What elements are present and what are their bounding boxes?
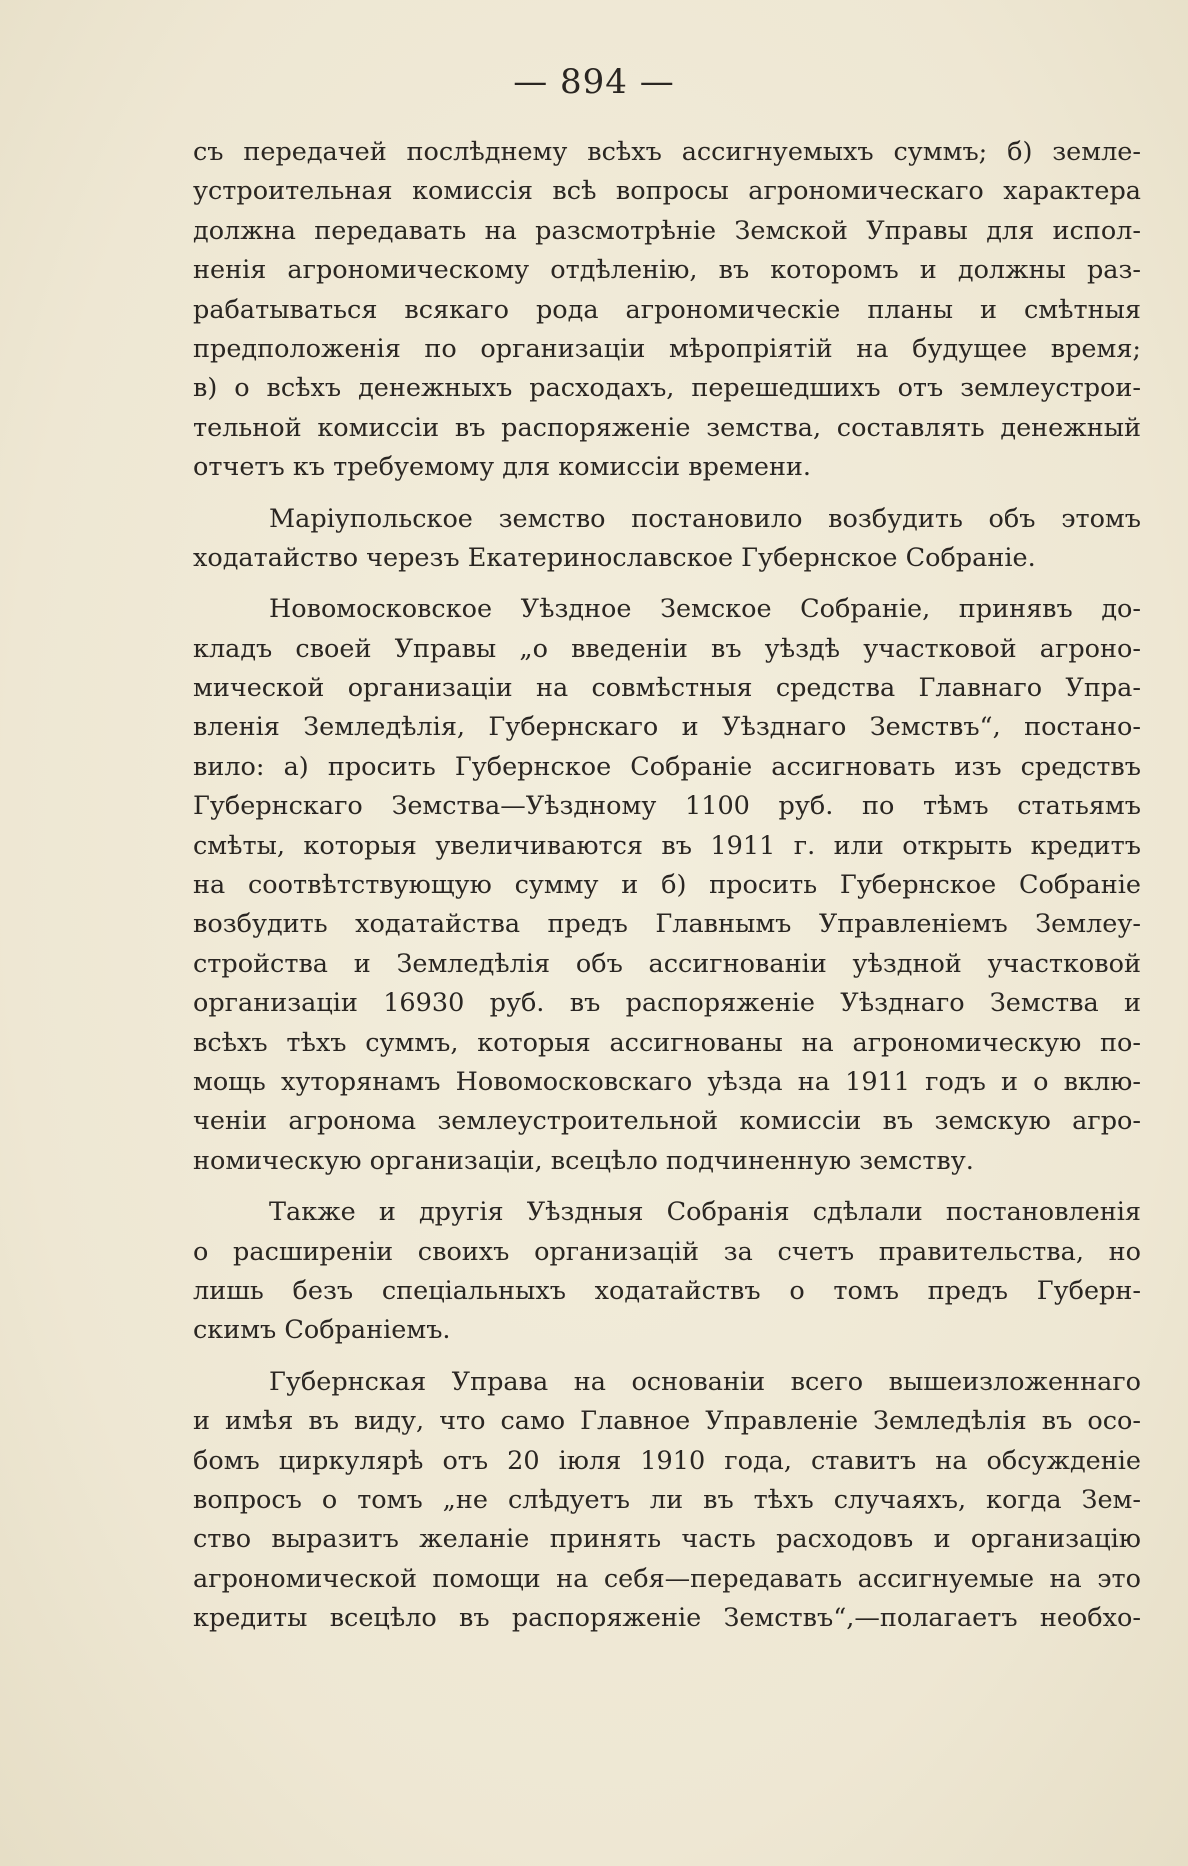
text-line: ченіи агронома землеустроительной комиссіи въ земскую агро- — [193, 1106, 1141, 1137]
text-line: устроительная комиссія всѣ вопросы агрономическаго характера — [193, 176, 1141, 207]
text-line: ненія агрономическому отдѣленію, въ которомъ и должны раз- — [193, 255, 1141, 286]
text-line: и имѣя въ виду, что само Главное Управленіе Земледѣлія въ осо- — [193, 1406, 1141, 1437]
text-line: должна передавать на разсмотрѣніе Земской Управы для испол- — [193, 215, 1141, 246]
text-line: в) о всѣхъ денежныхъ расходахъ, перешедшихъ отъ землеустрои- — [193, 373, 1141, 404]
text-line: предположенія по организаціи мѣропріятій на будущее время; — [193, 333, 1141, 364]
text-line: организаціи 16930 руб. въ распоряженіе Уѣзднаго Земства и — [193, 988, 1141, 1019]
paragraph — [193, 590, 1141, 1181]
text-line: Также и другія Уѣздныя Собранія сдѣлали постановленія — [269, 1197, 1141, 1228]
body-text — [193, 133, 1141, 1638]
text-line: бомъ циркулярѣ отъ 20 іюля 1910 года, ставитъ на обсужденіе — [193, 1445, 1141, 1476]
text-line: скимъ Собраніемъ. — [193, 1315, 451, 1346]
text-line: ходатайство черезъ Екатеринославское Губернское Собраніе. — [193, 542, 1036, 573]
page-number: — 894 — — [513, 62, 675, 102]
text-line: вило: а) просить Губернское Собраніе ассигновать изъ средствъ — [193, 751, 1141, 782]
text-line: возбудить ходатайства предъ Главнымъ Управленіемъ Землеу- — [193, 909, 1141, 940]
text-line: смѣты, которыя увеличиваются въ 1911 г. или открыть кредитъ — [193, 830, 1141, 861]
text-line: тельной комиссіи въ распоряженіе земства, составлять денежный — [193, 412, 1141, 443]
text-line: вленія Земледѣлія, Губернскаго и Уѣзднаго Земствъ“, постано- — [193, 712, 1141, 743]
text-line: всѣхъ тѣхъ суммъ, которыя ассигнованы на агрономическую по- — [193, 1027, 1141, 1058]
text-line: номическую организаціи, всецѣло подчиненную земству. — [193, 1145, 974, 1176]
text-line: лишь безъ спеціальныхъ ходатайствъ о томъ предъ Губерн- — [193, 1275, 1141, 1306]
text-line: Новомосковское Уѣздное Земское Собраніе, принявъ до- — [269, 594, 1141, 625]
text-line: мической организаціи на совмѣстныя средства Главнаго Упра- — [193, 673, 1141, 704]
paragraph-gap — [193, 1351, 1141, 1363]
text-line: агрономической помощи на себя—передавать ассигнуемые на это — [193, 1563, 1141, 1594]
paragraph-gap — [193, 488, 1141, 500]
paragraph — [193, 133, 1141, 488]
text-line: Губернская Управа на основаніи всего вышеизложеннаго — [269, 1366, 1141, 1397]
paragraph — [193, 500, 1141, 579]
text-line: ство выразитъ желаніе принять часть расходовъ и организацію — [193, 1524, 1141, 1555]
text-line: о расширеніи своихъ организацій за счетъ правительства, но — [193, 1236, 1141, 1267]
text-line: кладъ своей Управы „о введеніи въ уѣздѣ участковой агроно- — [193, 633, 1141, 664]
text-line: мощь хуторянамъ Новомосковскаго уѣзда на 1911 годъ и о вклю- — [193, 1066, 1141, 1097]
text-line: съ передачей послѣднему всѣхъ ассигнуемыхъ суммъ; б) земле- — [193, 137, 1141, 167]
text-line: Маріупольское земство постановило возбудить объ этомъ — [269, 503, 1141, 534]
text-line: стройства и Земледѣлія объ ассигнованіи уѣздной участковой — [193, 948, 1141, 979]
text-line: Губернскаго Земства—Уѣздному 1100 руб. по тѣмъ статьямъ — [193, 791, 1141, 822]
paragraph-gap — [193, 578, 1141, 590]
paragraph-gap — [193, 1181, 1141, 1193]
paragraph — [193, 1193, 1141, 1351]
text-line: вопросъ о томъ „не слѣдуетъ ли въ тѣхъ случаяхъ, когда Зем- — [193, 1484, 1141, 1515]
text-line: на соотвѣтствующую сумму и б) просить Губернское Собраніе — [193, 870, 1141, 901]
text-line: кредиты всецѣло въ распоряженіе Земствъ“,—полагаетъ необхо- — [193, 1603, 1141, 1634]
paragraph — [193, 1363, 1141, 1639]
text-line: рабатываться всякаго рода агрономическіе планы и смѣтныя — [193, 294, 1141, 325]
text-line: отчетъ къ требуемому для комиссіи времени. — [193, 452, 812, 483]
